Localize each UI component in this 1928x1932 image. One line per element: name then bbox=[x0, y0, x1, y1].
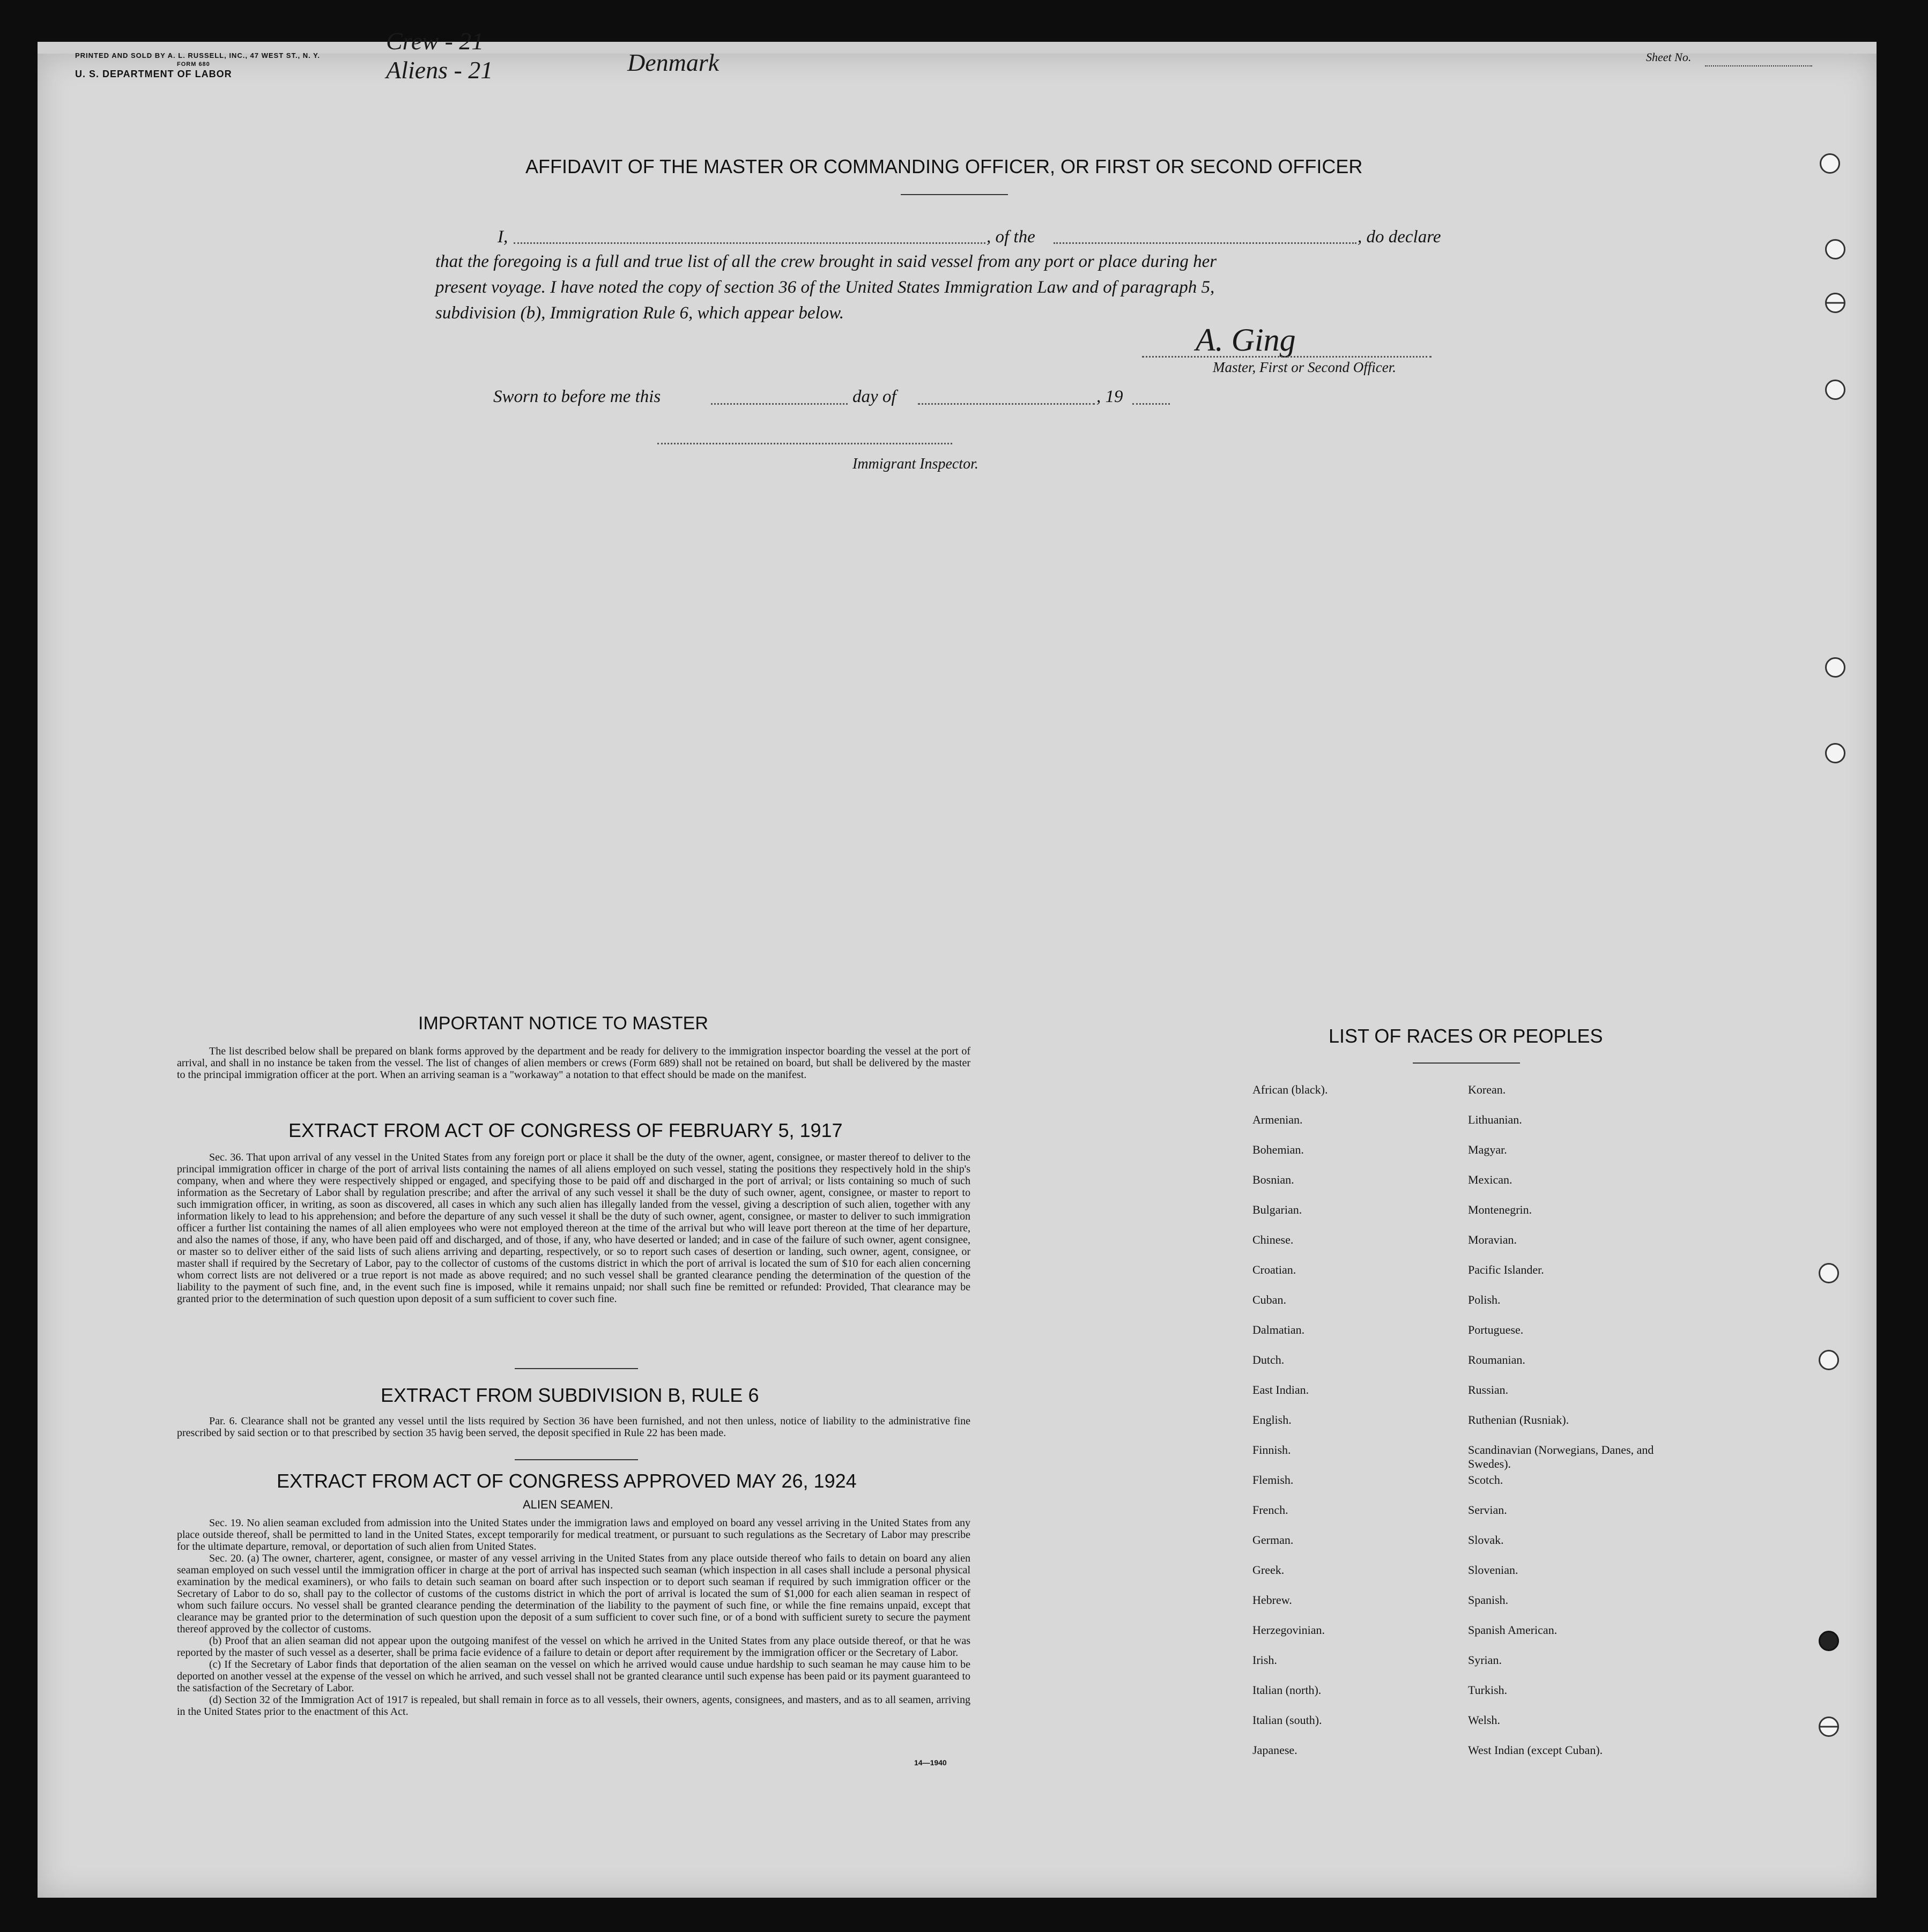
binder-hole bbox=[1819, 1716, 1839, 1737]
race-item: German. bbox=[1252, 1533, 1294, 1547]
race-item: Scandinavian (Norwegians, Danes, and Swedes). bbox=[1468, 1443, 1654, 1470]
sworn-label: Sworn to before me this bbox=[493, 387, 661, 406]
sworn-day-line bbox=[711, 391, 848, 405]
affidavit-line-4: subdivision (b), Immigration Rule 6, which appear below. bbox=[435, 303, 844, 323]
race-item: Syrian. bbox=[1468, 1653, 1502, 1667]
races-left-column bbox=[1252, 1083, 1445, 1773]
handwritten-aliens: Aliens - 21 bbox=[386, 56, 493, 84]
sworn-year-line bbox=[1132, 391, 1170, 405]
race-item: East Indian. bbox=[1252, 1383, 1309, 1396]
handwritten-crew: Crew - 21 bbox=[386, 27, 484, 55]
race-item: Spanish. bbox=[1468, 1593, 1509, 1607]
sheet-no-label: Sheet No. bbox=[1646, 50, 1692, 64]
race-item: Bosnian. bbox=[1252, 1173, 1294, 1186]
race-item: African (black). bbox=[1252, 1083, 1328, 1096]
race-item: Servian. bbox=[1468, 1503, 1507, 1517]
race-item: Dalmatian. bbox=[1252, 1323, 1305, 1336]
affidavit-line-3: present voyage. I have noted the copy of section 36 of the United States Immigration Law and of paragraph 5, bbox=[435, 278, 1215, 297]
race-item: Dutch. bbox=[1252, 1353, 1285, 1366]
sheet-no-line bbox=[1705, 65, 1812, 66]
race-item: Portuguese. bbox=[1468, 1323, 1524, 1336]
binder-hole bbox=[1825, 657, 1845, 678]
binder-hole bbox=[1825, 380, 1845, 400]
race-item: Scotch. bbox=[1468, 1473, 1503, 1487]
affidavit-do-declare: , do declare bbox=[1358, 227, 1441, 247]
affidavit-vessel-line bbox=[1054, 231, 1356, 244]
race-item: Korean. bbox=[1468, 1083, 1506, 1096]
notice-title: IMPORTANT NOTICE TO MASTER bbox=[418, 1013, 708, 1034]
binder-hole bbox=[1825, 743, 1845, 763]
day-of-label: day of bbox=[852, 387, 896, 406]
binder-hole bbox=[1819, 1631, 1839, 1651]
race-item: Montenegrin. bbox=[1468, 1203, 1532, 1216]
race-item: Slovak. bbox=[1468, 1533, 1504, 1547]
affidavit-line-2: that the foregoing is a full and true list of all the crew brought in said vessel from any port or place during her bbox=[435, 252, 1217, 271]
race-item: Pacific Islander. bbox=[1468, 1263, 1544, 1276]
races-right-column bbox=[1468, 1083, 1682, 1773]
race-item: Greek. bbox=[1252, 1563, 1285, 1577]
section-rule-2 bbox=[515, 1459, 638, 1460]
races-title: LIST OF RACES OR PEOPLES bbox=[1329, 1025, 1603, 1047]
race-item: Croatian. bbox=[1252, 1263, 1296, 1276]
race-item: West Indian (except Cuban). bbox=[1468, 1743, 1603, 1757]
inspector-caption: Immigrant Inspector. bbox=[852, 456, 978, 472]
race-item: Moravian. bbox=[1468, 1233, 1517, 1246]
affidavit-title-rule bbox=[901, 194, 1008, 195]
race-item: Hebrew. bbox=[1252, 1593, 1292, 1607]
race-item: Bohemian. bbox=[1252, 1143, 1304, 1156]
affidavit-i-label: I, bbox=[498, 227, 508, 247]
race-item: Italian (south). bbox=[1252, 1713, 1322, 1727]
sworn-month-line bbox=[918, 391, 1095, 405]
binder-hole bbox=[1819, 1263, 1839, 1283]
race-item: Roumanian. bbox=[1468, 1353, 1525, 1366]
binder-hole bbox=[1825, 239, 1845, 259]
race-item: Chinese. bbox=[1252, 1233, 1294, 1246]
race-item: Flemish. bbox=[1252, 1473, 1294, 1487]
race-item: Welsh. bbox=[1468, 1713, 1500, 1727]
binder-hole bbox=[1825, 293, 1845, 313]
race-item: Russian. bbox=[1468, 1383, 1509, 1396]
race-item: Japanese. bbox=[1252, 1743, 1297, 1757]
race-item: Irish. bbox=[1252, 1653, 1277, 1667]
affidavit-of-the-label: , of the bbox=[987, 227, 1035, 247]
notice-text: The list described below shall be prepared on blank forms approved by the department and be ready for delivery to the immigration inspector boarding the vessel at the port of arrival, and shall in no instance be taken from the vessel. The list of changes of alien members or crews (Form 689) shall not be retained on board, but shall be delivered by the master to the principal immigration officer at the port. When an arriving seaman is a "workaway" a notation to that effect should be made on the manifest. bbox=[177, 1045, 970, 1081]
race-item: Finnish. bbox=[1252, 1443, 1291, 1457]
race-item: Magyar. bbox=[1468, 1143, 1507, 1156]
signature-line bbox=[1142, 346, 1432, 358]
extract-1917-title: EXTRACT FROM ACT OF CONGRESS OF FEBRUARY 5, 1917 bbox=[288, 1119, 843, 1141]
extract-rule6-title: EXTRACT FROM SUBDIVISION B, RULE 6 bbox=[381, 1384, 759, 1406]
race-item: Armenian. bbox=[1252, 1113, 1303, 1126]
department-label: U. S. DEPARTMENT OF LABOR bbox=[75, 69, 232, 79]
races-title-rule bbox=[1413, 1062, 1520, 1064]
section-rule-1 bbox=[515, 1368, 638, 1369]
binder-hole bbox=[1820, 153, 1840, 174]
binder-hole bbox=[1819, 1350, 1839, 1370]
race-item: Polish. bbox=[1468, 1293, 1501, 1306]
race-item: English. bbox=[1252, 1413, 1292, 1426]
inspector-signature-line bbox=[657, 434, 952, 444]
race-item: Bulgarian. bbox=[1252, 1203, 1302, 1216]
race-item: Lithuanian. bbox=[1468, 1113, 1522, 1126]
signer-caption: Master, First or Second Officer. bbox=[1213, 359, 1396, 375]
form-number: FORM 680 bbox=[177, 61, 210, 68]
race-item: Italian (north). bbox=[1252, 1683, 1322, 1697]
extract-1924-subtitle: ALIEN SEAMEN. bbox=[523, 1498, 613, 1511]
race-item: Herzegovinian. bbox=[1252, 1623, 1325, 1637]
race-item: Turkish. bbox=[1468, 1683, 1508, 1697]
print-code: 14—1940 bbox=[914, 1758, 947, 1767]
printer-line: PRINTED AND SOLD BY A. L. RUSSELL, INC., 47 WEST ST., N. Y. bbox=[75, 51, 320, 60]
race-item: Mexican. bbox=[1468, 1173, 1512, 1186]
extract-rule6-text: Par. 6. Clearance shall not be granted any vessel until the lists required by Section 36 have been furnished, and not then unless, notice of liability to the administrative fine prescribed by said section or to that prescribed by section 35 havig been served, the deposit specified in Rule 22 has been made. bbox=[177, 1415, 970, 1439]
race-item: Spanish American. bbox=[1468, 1623, 1558, 1637]
master-signature: A. Ging bbox=[1196, 322, 1296, 358]
race-item: French. bbox=[1252, 1503, 1288, 1517]
affidavit-title: AFFIDAVIT OF THE MASTER OR COMMANDING OFFICER, OR FIRST OR SECOND OFFICER bbox=[525, 155, 1363, 177]
race-item: Cuban. bbox=[1252, 1293, 1286, 1306]
year-label: , 19 bbox=[1096, 387, 1123, 406]
race-item: Slovenian. bbox=[1468, 1563, 1518, 1577]
extract-1924-title: EXTRACT FROM ACT OF CONGRESS APPROVED MAY 26, 1924 bbox=[277, 1470, 857, 1492]
affidavit-name-line bbox=[514, 231, 985, 244]
extract-1917-text: Sec. 36. That upon arrival of any vessel in the United States from any foreign port or place it shall be the duty of the owner, agent, consignee, or master thereof to deliver to the principal immigration officer in charge of the port of arrival lists containing the names of all aliens employed on such vessel, stating the positions they respectively hold in the ship's company, when and where they were respectively shipped or engaged, and specifying those to be paid off and discharged in the port of arrival; or lists containing so much of such information as the Secretary of Labor shall by regulation prescribe; and after the arrival of any such vessel it shall be the duty of such owner, agent, consignee, or master to report to such immigration officer, in writing, as soon as discovered, all cases in which any such alien has illegally landed from the vessel, giving a description of such alien, together with any information likely to lead to his apprehension; and before the departure of any such vessel it shall be the duty of such owner, agent, consignee, or master to deliver to such immigration officer a further list containing the names of all alien employees who were not employed thereon at the time of the arrival but who will leave port thereon at the time of her departure, and also the names of those, if any, who have been paid off and discharged, and of those, if any, who have deserted or landed; and in case of the failure of such owner, agent consignee, or master so to deliver either of the said lists of such aliens arriving and departing, respectively, or so to report such cases of desertion or landing, such owner, agent, consignee, or master shall if required by the Secretary of Labor, pay to the collector of customs of the customs district in which the port of arrival is located the sum of $10 for each alien concerning whom correct lists are not delivered or a true report is not made as above required; and no such vessel shall be granted clearance pending the determination of the question of the liability to the payment of such fine, and, in the event such fine is imposed, while it remains unpaid; nor shall such fine be remitted or refunded: Provided, That clearance may be granted prior to the determination of such question upon deposit of a sum sufficient to cover such fine. bbox=[177, 1151, 970, 1305]
race-item: Ruthenian (Rusniak). bbox=[1468, 1413, 1569, 1426]
extract-1924-text: Sec. 19. No alien seaman excluded from admission into the United States under the immigration laws and employed on board any vessel arriving in the United States from any place outside thereof, shall be permitted to land in the United States, except temporarily for medical treatment, or pursuant to such regulations as the Secretary of Labor may prescribe for the ultimate departure, removal, or deportation of such alien from United States. Sec. 20. (a) The owner, charterer, agent, consignee, or master of any vessel arriving in the United States from any place outside thereof who fails to detain on board any alien seaman employed on such vessel until the immigration officer in charge at the port of arrival has inspected such seaman (which inspection in all cases shall include a personal physical examination by the medical examiners), or who fails to detain such seaman on board after such inspection or to deport such seaman if required by such immigration officer or the Secretary of Labor to do so, shall pay to the collector of customs of the customs district in which the port of arrival is located the sum of $1,000 for each alien seaman in respect of whom such failure occurs. No vessel shall be granted clearance pending the determination of the liability to the payment of such fine, or while the fine remains unpaid, except that clearance may be granted prior to the determination of such question upon the deposit of a sum sufficient to cover such fine, or of a bond with sufficient surety to secure the payment thereof approved by the collector of customs. (b) Proof that an alien seaman did not appear upon the outgoing manifest of the vessel on which he arrived in the United States from any place outside thereof, or that he was reported by the master of such vessel as a deserter, shall be prima facie evidence of a failure to detain or deport after requirement by the immigration officer or the Secretary of Labor. (c) If the Secretary of Labor finds that deportation of the alien seaman on the vessel on which he arrived would cause undue hardship to such seaman he may cause him to be deported on another vessel at the expense of the vessel on which he arrived, and such vessel shall not be granted clearance until such expense has been paid or its payment guaranteed to the satisfaction of the Secretary of Labor. (d) Section 32 of the Immigration Act of 1917 is repealed, but shall remain in force as to all vessels, their owners, agents, consignees, and masters, and as to all seamen, arriving in the United States prior to the enactment of this Act. bbox=[177, 1517, 970, 1718]
handwritten-country: Denmark bbox=[627, 49, 720, 76]
